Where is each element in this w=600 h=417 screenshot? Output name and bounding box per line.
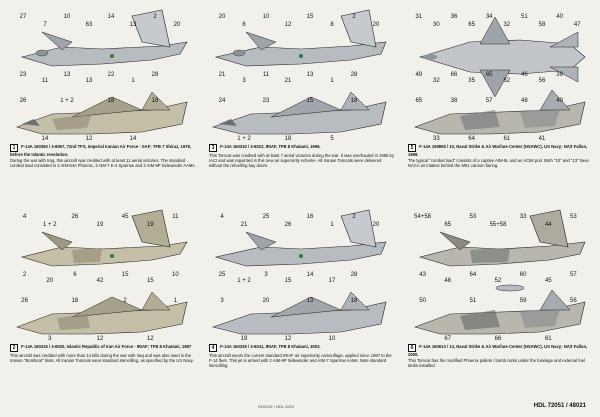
decal-callout: 6 xyxy=(242,22,246,28)
panel-4-title: F-14A 160339 / 3-6041, IRIAF, TFB 8 Khatami, 2003. xyxy=(220,344,321,349)
decal-callout: 1 + 2 xyxy=(237,136,251,142)
decal-callout: 5 xyxy=(330,136,334,142)
decal-callout: 44 xyxy=(544,222,552,228)
decal-callout: 65 xyxy=(444,222,452,228)
panel-4-description: This aircraft wears the current standard IRIAF air superiority camouflage, applied since 1997 to the F-14 fleet. This jet is armed with 2 AIM-9P Sidewinder and AIM-7 Sparrow AAMs. Note standard stencilling. xyxy=(209,353,392,369)
decal-callout: 31 xyxy=(415,14,423,20)
decal-callout: 33 xyxy=(519,214,527,220)
decal-callout: 17 xyxy=(328,278,336,284)
decal-callout: 42 xyxy=(96,278,104,284)
decal-callout: 20 xyxy=(372,22,380,28)
decal-callout: 11 xyxy=(41,78,49,84)
panel-4-caption xyxy=(209,344,395,369)
decal-callout: 7 xyxy=(43,22,47,28)
decal-callout: 8 xyxy=(330,22,334,28)
decal-callout: 48 xyxy=(521,98,528,104)
decal-callout: 56 xyxy=(570,298,577,304)
decal-callout: 52 xyxy=(494,278,502,284)
decal-callout: 14 xyxy=(306,272,314,278)
panel-5-number-badge: 5 xyxy=(408,144,416,152)
panel-5-caption xyxy=(408,144,594,169)
decal-callout: 1 + 2 xyxy=(42,222,57,228)
decal-callout: 41 xyxy=(538,136,546,142)
decal-callout: 15 xyxy=(284,278,292,284)
decal-callout: 66 xyxy=(494,336,502,342)
panel-5-description: The typical "combat load" consists of a captive AIM-9L and an ACMI pod. Both "10" and "13" have NACA air intakes behind the M61 cannon fairing. xyxy=(408,158,589,169)
decal-callout: 33 xyxy=(433,136,440,142)
decal-callout: 54+58 xyxy=(414,214,432,220)
decal-callout: 16 xyxy=(306,214,314,220)
decal-callout: 28 xyxy=(350,72,358,78)
decal-callout: 6 xyxy=(73,272,77,278)
panel-2-number-badge: 2 xyxy=(10,344,18,352)
decal-callout: 15 xyxy=(121,272,129,278)
decal-callout: 1 + 2 xyxy=(60,98,74,104)
panel-6-title: F-14A 160913 / 13, Naval Strike & Air Warfare Center (NSAWC), US Navy; NAS Fallon, 2000. xyxy=(408,344,588,357)
panel-5-artwork xyxy=(400,2,596,142)
decal-callout: 23 xyxy=(19,72,27,78)
decal-callout: 60 xyxy=(519,272,527,278)
decal-callout: 14 xyxy=(129,136,137,142)
decal-callout: 10 xyxy=(172,272,179,278)
panel-2-caption xyxy=(10,344,196,363)
decal-callout: 11 xyxy=(262,72,270,78)
decal-callout: 18 xyxy=(350,298,358,304)
decal-callout: 13 xyxy=(129,22,137,28)
decal-callout: 3 xyxy=(242,78,246,84)
panel-4-artwork xyxy=(201,202,397,342)
decal-callout: 26 xyxy=(284,222,292,228)
decal-callout: 18 xyxy=(107,98,115,104)
panel-3-caption xyxy=(209,144,395,169)
panel-3-artwork xyxy=(201,2,397,142)
panel-4-number-badge: 4 xyxy=(209,344,217,352)
decal-callout: 15 xyxy=(146,278,154,284)
decal-callout: 62 xyxy=(503,78,511,84)
decal-callout: 53 xyxy=(570,214,577,220)
decal-callout: 15 xyxy=(306,14,314,20)
decal-callout: 36 xyxy=(450,14,458,20)
decal-callout: 39 xyxy=(556,72,563,78)
decal-callout: 10 xyxy=(328,336,336,342)
footer-logo: ROGOZ / HDL 2003 xyxy=(258,404,294,409)
decal-callout: 40 xyxy=(556,14,563,20)
decal-callout: 19 xyxy=(96,222,104,228)
decal-callout: 2 xyxy=(123,298,127,304)
decal-callout: 28 xyxy=(350,272,358,278)
decal-callout: 18 xyxy=(151,98,159,104)
decal-callout: 18 xyxy=(71,298,79,304)
decal-callout: 13 xyxy=(306,72,314,78)
decal-callout: 49 xyxy=(415,72,423,78)
decal-callout: 12 xyxy=(284,336,292,342)
decal-callout: 32 xyxy=(503,22,511,28)
decal-callout: 65 xyxy=(415,98,423,104)
decal-callout: 45 xyxy=(544,278,552,284)
decal-callout: 64 xyxy=(469,272,477,278)
decal-callout: 2 xyxy=(352,214,356,220)
decal-callout: 51 xyxy=(521,14,528,20)
decal-callout: 55+58 xyxy=(489,222,507,228)
tomcat-profile-4 xyxy=(201,202,397,342)
decal-callout: 65 xyxy=(468,22,475,28)
decal-callout: 14 xyxy=(41,136,49,142)
decal-callout: 64 xyxy=(468,136,475,142)
panel-6-caption xyxy=(408,344,594,369)
decal-callout: 57 xyxy=(570,272,577,278)
decal-callout: 26 xyxy=(71,214,79,220)
panel-1 xyxy=(2,2,198,202)
decal-callout: 26 xyxy=(19,98,27,104)
decal-callout: 13 xyxy=(306,298,314,304)
decal-callout: 4 xyxy=(22,214,27,220)
panel-6-description: This Tomcat has the modified Phoenix pallets / bomb racks under the fuselage and external fuel tanks installed. xyxy=(408,358,586,369)
decal-callout: 61 xyxy=(544,336,552,342)
decal-callout: 20 xyxy=(173,22,181,28)
decal-callout: 67 xyxy=(444,336,452,342)
decal-callout: 43 xyxy=(419,272,426,278)
decal-callout: 14 xyxy=(107,14,115,20)
decal-callout: 63 xyxy=(85,22,93,28)
decal-callout: 66 xyxy=(450,72,458,78)
decal-callout: 1 xyxy=(173,298,178,304)
decal-callout: 20 xyxy=(218,14,226,20)
decal-callout: 65 xyxy=(485,72,493,78)
decal-callout: 21 xyxy=(240,222,248,228)
decal-callout: 10 xyxy=(262,14,270,20)
panel-6-artwork xyxy=(400,202,596,342)
panel-1-number-badge: 1 xyxy=(10,144,18,152)
panel-3 xyxy=(201,2,397,202)
decal-callout: 20 xyxy=(262,298,270,304)
decal-callout: 45 xyxy=(121,214,129,220)
decal-callout: 12 xyxy=(96,336,104,342)
decal-callout: 57 xyxy=(485,98,493,104)
panel-5-title: F-14A 159855 / 10, Naval Strike & Air Warfare Center (NSAWC), US Navy; NAS Fallon, 1998. xyxy=(408,144,588,157)
panel-2 xyxy=(2,202,198,402)
decal-callout: 11 xyxy=(172,214,179,220)
panel-3-description: This Tomcat was credited with at least 7 aerial victories during the war. It was overhauled in 1995 by IACI and was repainted in this new air superiority scheme. All Iranian Tomcats were delivered without the refuelling bay doors. xyxy=(209,153,394,169)
decal-callout: 2 xyxy=(153,14,157,20)
decal-callout: 19 xyxy=(240,336,248,342)
decal-callout: 4 xyxy=(220,214,224,220)
panel-3-number-badge: 3 xyxy=(209,144,217,152)
footer-product-code: HDL 72051 / 48021 xyxy=(533,403,586,409)
decal-callout: 34 xyxy=(485,14,493,20)
decal-callout: 46 xyxy=(521,72,528,78)
decal-callout: 48 xyxy=(444,278,452,284)
decal-callout: 3 xyxy=(264,272,268,278)
panel-1-artwork xyxy=(2,2,198,142)
decal-callout: 1 + 2 xyxy=(237,278,251,284)
tomcat-profile-1 xyxy=(2,2,198,142)
decal-callout: 56 xyxy=(538,78,546,84)
decal-callout: 20 xyxy=(372,222,380,228)
decal-callout: 23 xyxy=(262,98,270,104)
decal-callout: 18 xyxy=(350,98,358,104)
panel-5 xyxy=(400,2,596,202)
panel-6-number-badge: 6 xyxy=(408,344,416,352)
decal-callout: 26 xyxy=(21,298,28,304)
decal-callout: 12 xyxy=(284,22,292,28)
decal-callout: 22 xyxy=(107,72,115,78)
decal-callout: 21 xyxy=(218,72,226,78)
decal-callout: 24 xyxy=(218,98,226,104)
decal-callout: 38 xyxy=(450,98,458,104)
decal-callout: 28 xyxy=(151,72,159,78)
decal-callout: 3 xyxy=(220,298,224,304)
panel-2-artwork xyxy=(2,202,198,342)
decal-callout: 1 xyxy=(330,78,334,84)
decal-callout: 51 xyxy=(469,298,477,304)
panel-4 xyxy=(201,202,397,402)
tomcat-profile-3 xyxy=(201,2,397,142)
decal-callout: 2 xyxy=(352,14,356,20)
decal-callout: 15 xyxy=(306,98,314,104)
panel-2-description: This aircraft was credited with more than 14 kills during the war with Iraq and was also used in the Iranian "Bombcat" trials. All Iranian Tomcats wear standard stencilling, as specified by the US Navy. xyxy=(10,353,194,364)
tomcat-profile-5 xyxy=(400,2,596,142)
decal-callout: 32 xyxy=(433,78,440,84)
decal-callout: 18 xyxy=(284,136,292,142)
panel-1-title: F-14A 160360 / 3-6067, 72nd TFS, Imperial Iranian Air Force - SAF; TFB 7 Shiraz, 1978, before the Islamic revolution. xyxy=(10,144,191,157)
fuel-tank xyxy=(496,285,524,291)
decal-callout: 25 xyxy=(218,272,226,278)
decal-callout: 27 xyxy=(19,14,27,20)
decal-callout: 19 xyxy=(146,222,154,228)
decal-callout: 20 xyxy=(46,278,54,284)
panel-1-description: During the war with Iraq, this aircraft was credited with at least 11 aerial victories. The standard combat load consisted in 2 AIM-54A Phoenix, 3 AIM-7 E-4 Sparrow and 2 AIM-9P Sidewinder AAMs. xyxy=(10,158,196,169)
decal-callout: 10 xyxy=(63,14,71,20)
decal-callout: 13 xyxy=(63,72,71,78)
decal-callout: 58 xyxy=(538,22,546,28)
tomcat-profile-2 xyxy=(2,202,198,342)
panel-6 xyxy=(400,202,596,402)
panel-2-title: F-14A 160316 / 3-6020, Islamic Republic of Iran Air Force - IRIAF; TFB 8 Khatami, 1987 xyxy=(21,344,192,349)
decal-callout: 47 xyxy=(573,22,581,28)
decal-callout: 1 xyxy=(330,222,334,228)
panel-1-caption xyxy=(10,144,196,169)
decal-callout: 3 xyxy=(48,336,52,342)
decal-callout: 40 xyxy=(556,98,563,104)
decal-callout: 61 xyxy=(503,136,511,142)
decal-callout: 59 xyxy=(519,298,527,304)
decal-callout: 35 xyxy=(468,78,475,84)
decal-callout: 2 xyxy=(22,272,27,278)
decal-callout: 30 xyxy=(433,22,440,28)
panel-3-title: F-14A 160330 / 3-6023, IRIAF, TFB 8 Khatami, 1996. xyxy=(220,144,321,149)
decal-callout: 1 xyxy=(131,78,135,84)
decal-callout: 21 xyxy=(284,78,292,84)
decal-callout: 12 xyxy=(85,136,93,142)
tomcat-profile-6 xyxy=(400,202,596,342)
decal-callout: 25 xyxy=(262,214,270,220)
decal-callout: 13 xyxy=(85,78,93,84)
decal-callout: 12 xyxy=(146,336,154,342)
decal-callout: 53 xyxy=(469,214,477,220)
decal-callout: 50 xyxy=(419,298,426,304)
